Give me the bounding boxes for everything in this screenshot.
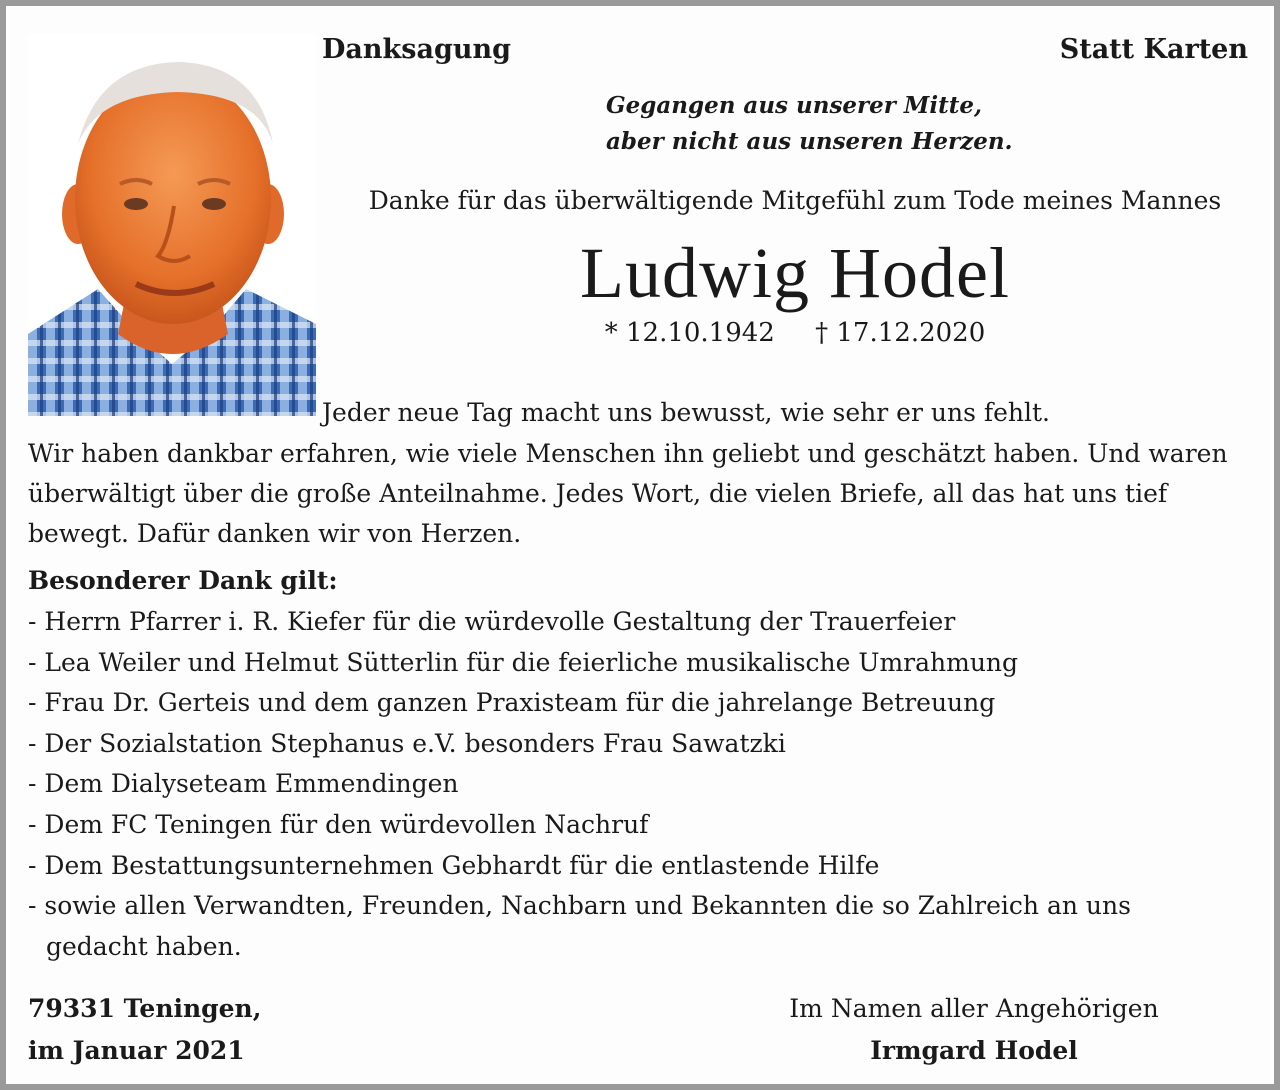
deceased-name: Ludwig Hodel	[580, 233, 1010, 313]
place-and-date	[28, 988, 261, 1072]
message-body: Wir haben dankbar erfahren, wie viele Menschen ihn geliebt und geschätzt haben. Und waren überwältigt über die große Anteilnahme. Jedes Wort, die vielen Briefe, all das hat uns tief bewegt. Dafür danken wir von Herzen.	[28, 439, 1228, 548]
intro-text: Danke für das überwältigende Mitgefühl zum Tode meines Mannes	[368, 186, 1222, 215]
message-lead: Jeder neue Tag macht uns bewusst, wie sehr er uns fehlt.	[322, 398, 1050, 427]
thanks-list	[28, 602, 1131, 967]
list-item: - Dem FC Teningen für den würdevollen Nachruf	[28, 809, 649, 839]
list-item: - Dem Bestattungsunternehmen Gebhardt für die entlastende Hilfe	[28, 850, 880, 880]
signature-block	[774, 988, 1174, 1072]
list-item: - Herrn Pfarrer i. R. Kiefer für die würdevolle Gestaltung der Trauerfeier	[28, 607, 956, 636]
list-item: - Der Sozialstation Stephanus e.V. besonders Frau Sawatzki	[28, 728, 786, 758]
header-danksagung: Danksagung	[322, 34, 511, 65]
list-item: - sowie allen Verwandten, Freunden, Nachbarn und Bekannten die so Zahlreich an uns	[28, 891, 1131, 921]
motto-line-2: aber nicht aus unseren Herzen.	[606, 128, 1013, 155]
place-line-1: 79331 Teningen,	[28, 994, 262, 1023]
birth-date: * 12.10.1942	[604, 318, 775, 348]
motto-line-1: Gegangen aus unserer Mitte,	[606, 92, 982, 119]
death-date: † 17.12.2020	[815, 318, 986, 348]
signature-line-1: Im Namen aller Angehörigen	[789, 994, 1159, 1023]
list-item: - Lea Weiler und Helmut Sütterlin für die feierliche musikalische Umrahmung	[28, 647, 1019, 677]
signer-name: Irmgard Hodel	[870, 1036, 1078, 1065]
list-item: gedacht haben.	[46, 931, 242, 961]
life-dates	[336, 318, 1254, 348]
place-line-2: im Januar 2021	[28, 1036, 245, 1065]
list-item: - Dem Dialyseteam Emmendingen	[28, 769, 459, 799]
portrait-photo-icon	[28, 34, 316, 416]
header-statt-karten: Statt Karten	[1059, 34, 1248, 65]
thanks-heading: Besonderer Dank gilt:	[28, 566, 338, 595]
list-item: - Frau Dr. Gerteis und dem ganzen Praxisteam für die jahrelange Betreuung	[28, 688, 996, 718]
motto	[606, 88, 1013, 160]
